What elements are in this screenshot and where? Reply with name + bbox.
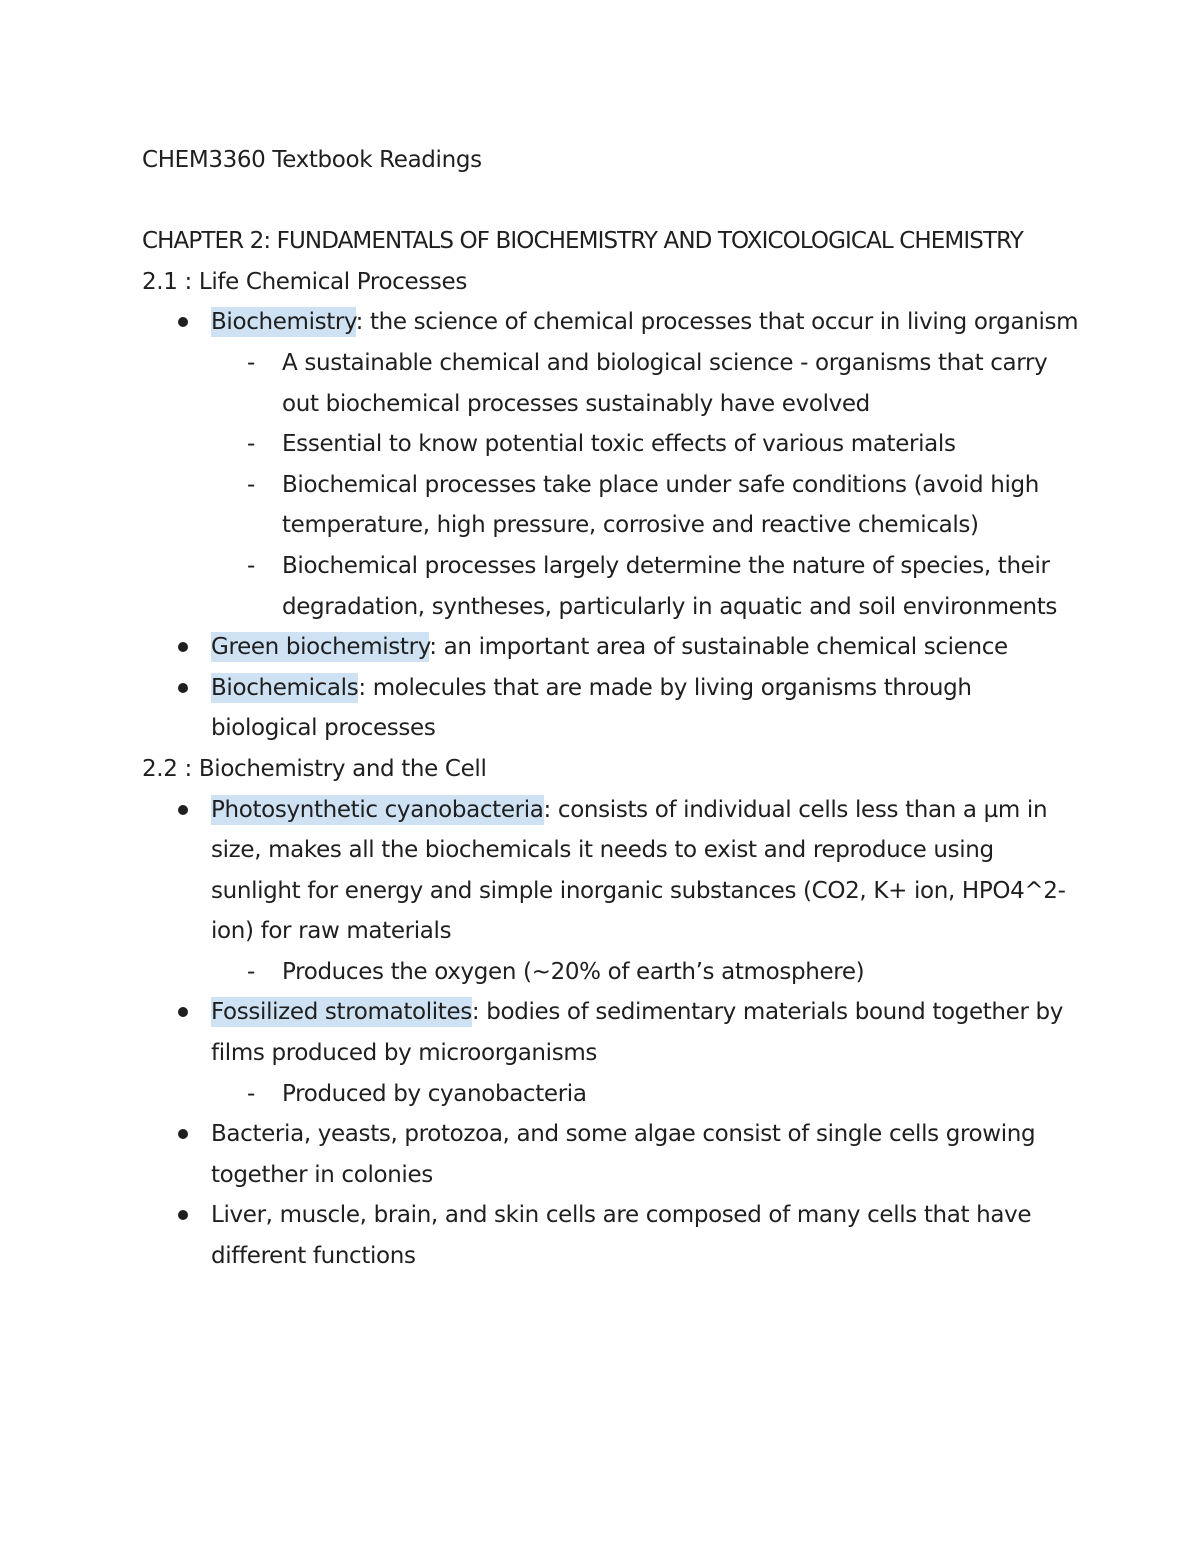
sub-item	[247, 465, 1082, 546]
sub-item-text: Biochemical processes largely determine the nature of species, their degradation, syntheses, particularly in aquatic and soil environments	[282, 552, 1058, 620]
definition-text: : an important area of sustainable chemical science	[429, 634, 1008, 661]
bullet-item	[211, 1195, 1082, 1276]
sub-list	[211, 1074, 1082, 1115]
chapter-title: CHAPTER 2: FUNDAMENTALS OF BIOCHEMISTRY AND TOXICOLOGICAL CHEMISTRY	[142, 228, 1023, 255]
bullet-icon	[178, 683, 188, 693]
bullet-text: Liver, muscle, brain, and skin cells are composed of many cells that have different functions	[211, 1202, 1032, 1270]
section-heading-2-2: 2.2 : Biochemistry and the Cell	[142, 755, 487, 782]
sub-list	[211, 952, 1082, 993]
bullet-list-2-2	[142, 790, 1082, 1277]
bullet-item	[211, 668, 1082, 749]
bullet-item	[211, 992, 1082, 1114]
sub-list	[211, 343, 1082, 627]
bullet-icon	[178, 317, 188, 327]
term-highlight: Biochemicals	[211, 674, 359, 701]
sub-item	[247, 343, 1082, 424]
bullet-icon	[178, 1210, 188, 1220]
term-highlight: Fossilized stromatolites	[211, 999, 472, 1026]
definition-text: : molecules that are made by living organisms through biological processes	[211, 674, 972, 742]
dash-icon: -	[247, 471, 255, 498]
dash-icon: -	[247, 552, 255, 579]
term-highlight: Photosynthetic cyanobacteria	[211, 796, 544, 823]
term-highlight: Biochemistry	[211, 309, 356, 336]
bullet-list-2-1	[142, 302, 1082, 749]
term-highlight: Green biochemistry	[211, 634, 430, 661]
sub-item	[247, 1074, 1082, 1115]
dash-icon: -	[247, 958, 255, 985]
definition-text: : bodies of sedimentary materials bound together by films produced by microorganisms	[211, 999, 1064, 1067]
section-heading-2-1: 2.1 : Life Chemical Processes	[142, 268, 467, 295]
bullet-item	[211, 302, 1082, 627]
blank-line	[142, 181, 1082, 222]
bullet-text: Bacteria, yeasts, protozoa, and some algae consist of single cells growing together in colonies	[211, 1121, 1036, 1188]
sub-item	[247, 952, 1082, 993]
definition-text: : the science of chemical processes that occur in living organism	[355, 309, 1079, 336]
sub-item-text: Produced by cyanobacteria	[282, 1080, 587, 1107]
bullet-item	[211, 1114, 1082, 1195]
sub-item-text: Produces the oxygen (~20% of earth’s atmosphere)	[282, 958, 865, 985]
definition-text: : consists of individual cells less than a µm in size, makes all the biochemicals it needs to exist and reproduce using sunlight for energy and simple inorganic substances (CO2, K+ ion, HPO4^2- ion) for raw materials	[211, 796, 1066, 945]
document-page	[142, 140, 1082, 1277]
bullet-icon	[178, 805, 188, 815]
sub-item-text: A sustainable chemical and biological science - organisms that carry out biochemical processes sustainably have evolved	[282, 349, 1048, 417]
sub-item-text: Biochemical processes take place under safe conditions (avoid high temperature, high pressure, corrosive and reactive chemicals)	[282, 471, 1039, 539]
bullet-icon	[178, 1129, 188, 1139]
sub-item	[247, 546, 1082, 627]
sub-item	[247, 424, 1082, 465]
dash-icon: -	[247, 431, 255, 458]
dash-icon: -	[247, 1080, 255, 1107]
document-title: CHEM3360 Textbook Readings	[142, 147, 482, 173]
dash-icon: -	[247, 349, 255, 376]
bullet-item	[211, 790, 1082, 993]
bullet-icon	[178, 642, 188, 652]
bullet-item	[211, 627, 1082, 668]
bullet-icon	[178, 1007, 188, 1017]
sub-item-text: Essential to know potential toxic effects of various materials	[282, 431, 956, 458]
